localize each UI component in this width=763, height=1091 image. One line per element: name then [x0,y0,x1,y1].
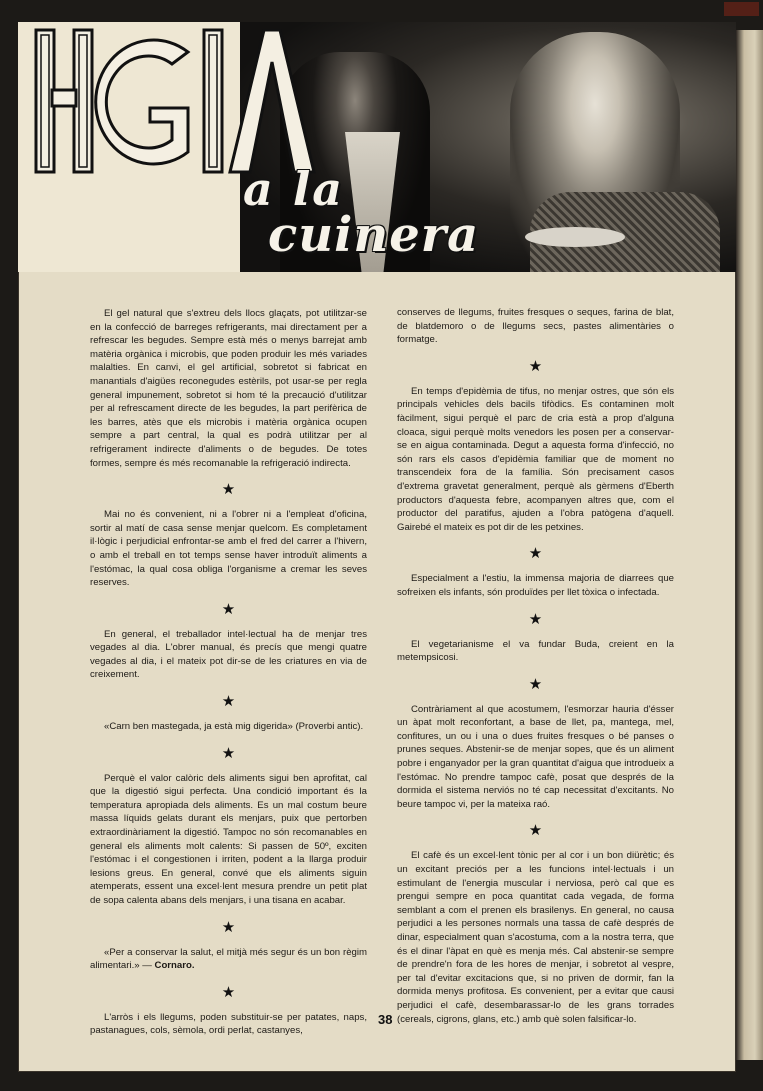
header-banner [18,22,736,272]
separator-star: ★ [528,822,543,840]
separator-star: ★ [221,744,236,762]
right-column [397,306,674,1026]
header-subtitle-line1: a la [243,162,345,216]
separator-star: ★ [528,545,543,563]
header-subtitle-line2: cuinera [268,207,480,263]
separator-star: ★ [528,357,543,375]
separator-star: ★ [528,675,543,693]
body-paragraph: El cafè és un excel·lent tònic per al cor i un bon diürètic; és un excitant preciós per a les funcions intel·lectuals i un estimulant de l'energia muscular i nerviosa, però cal que es prengui sempre en poca quantitat cada vegada, de forma semblant a com el prenen els brasilenys. En general, no causa perjudici a les persones normals una tassa de cafè després de dinar, especialment quan s'acostuma, com a la nostra terra, que és el dinar l'àpat en què es menja més. Cal abstenir-se sempre de prendre'n fora de les hores de menjar, i sobretot al vespre, per tal d'evitar excitacions que, si no priven de dormir, fan la dormida menys profitosa. Es convenient, per a evitar que causi perjudici el cafè, desembarassar-lo de les grans torrades (cereals, cigrons, glans, etc.) amb què solen falsificar-lo. [397,850,674,1025]
quote-author: Cornaro. [154,960,195,972]
separator-star: ★ [221,918,236,936]
page-tab-mark [724,2,759,16]
left-column [90,307,367,1038]
body-paragraph: Especialment a l'estiu, la immensa majoria de diarrees que sofreixen els infants, són produïdes per llet tòxica o infectada. [397,573,674,598]
next-page-edge [736,30,763,1060]
separator-star: ★ [528,610,543,628]
separator-star: ★ [221,693,236,711]
magazine-page [18,22,736,1072]
body-paragraph: «Carn ben mastegada, ja està mig digerida» (Proverbi antic). [104,721,364,733]
body-paragraph: Perquè el valor calòric dels aliments sigui ben aprofitat, cal que la digestió sigui perfecta. Una condició important és la temperatura apropiada dels aliments. Es un mal costum beure massa líquids gelats durant els menjars, puix que pertorben extraordinàriament la digestió. Tampoc no són recomanables en general els aliments molt calents: Si passen de 50º, exciten l'estómac i el congestionen i irriten, podent a la llarga produir lesions greus. En general, convé que els aliments siguin atemperats, essent una excel·lent mesura prendre un petit plat de sopa calenta abans dels menjars, i una tisana en acabar. [90,772,367,906]
separator-star: ★ [221,600,236,618]
quote-text: «Per a conservar la salut, el mitjà més segur és un bon règim alimentari.» — [90,946,367,972]
body-paragraph: El vegetarianisme el va fundar Buda, creient en la metempsicosi. [397,638,674,664]
separator-star: ★ [221,481,236,499]
body-paragraph: En temps d'epidèmia de tifus, no menjar ostres, que són els principals vehicles dels bacils tifòdics. Es contaminen molt fàcilment, sigui perquè el parc de cria està a prop d'alguna cloaca, sigui perquè molts venedors les posen per a conservar-se en aigua contaminada. Degut a aquesta forma d'infecció, no són rars els casos d'epidèmia familiar que de moment no transcendeix fora de la família. Són precisament casos d'extrema gravetat generalment, perquè als gèrmens d'Eberth productors d'aquesta febre, acompanyen altres que, com el productor del paratifus, ajuden a l'obra patògena d'aquell. Gairebé el mateix es pot dir de les petxines. [397,385,674,533]
body-paragraph: Mai no és convenient, ni a l'obrer ni a l'empleat d'oficina, sortir al matí de casa sense menjar quelcom. Es completament il·lògic i perjudicial enfrontar-se amb el fred del carrer a l'hivern, o amb el treball en tot temps sense haver introduït aliments a l'estómac, la qual cosa obliga l'organisme a cremar les seves reserves. [90,509,367,589]
quote-paragraph [90,946,367,973]
body-paragraph: En general, el treballador intel·lectual ha de menjar tres vegades al dia. L'obrer manual, és precís que mengi quatre vegades al dia, i el mateix pot dir-se de les criatures en via de creixement. [90,628,367,681]
body-paragraph: El gel natural que s'extreu dels llocs glaçats, pot utilitzar-se en la confecció de barreges refrigerants, mai directament per a refrescar les begudes. Sempre està més o menys barrejat amb matèria orgànica i microbis, que poden produir les més variades malalties. En canvi, el gel artificial, sobretot si fabricat en manantials d'aigües reconegudes estèrils, pot usar-se per regla general impunement, sobretot si hom té la precaució d'utilitzar per al refrescament directe de les begudes, la part perifèrica de les barres, atès que els microbis i matèria orgànica ocupen sempre a part central, la qual es podrà utilitzar per al refrigerament indirecte d'aliments o de begudes. De totes formes, sempre és més recomanable la refrigeració indirecta. [90,308,367,469]
page-number: 38 [378,1012,393,1027]
body-paragraph: Contràriament al que acostumem, l'esmorzar hauria d'ésser un àpat molt reconfortant, a base de llet, pa, mantega, mel, confitures, un ou i una o dues fruites fresques o bé panses o prunes seques. Abstenir-se de menjar sopes, que és un aliment pobre i enganyador per la gran quantitat d'aigua que introdueix a l'estómac. No prendre tampoc cafè, posat que després de la dormida el sistema nerviós no té cap necessitat d'excitants. No beure tampoc vi, per la mateixa raó. [397,703,674,810]
body-paragraph: L'arròs i els llegums, poden substituir-se per patates, naps, pastanagues, cols, sèmola, ordi perlat, castanyes, [90,1011,367,1037]
body-paragraph: conserves de llegums, fruites fresques o seques, farina de blat, de blatdemoro o de llegums secs, pastes alimentàries o formatge. [397,307,674,346]
separator-star: ★ [221,983,236,1001]
photo-plate [525,227,625,247]
